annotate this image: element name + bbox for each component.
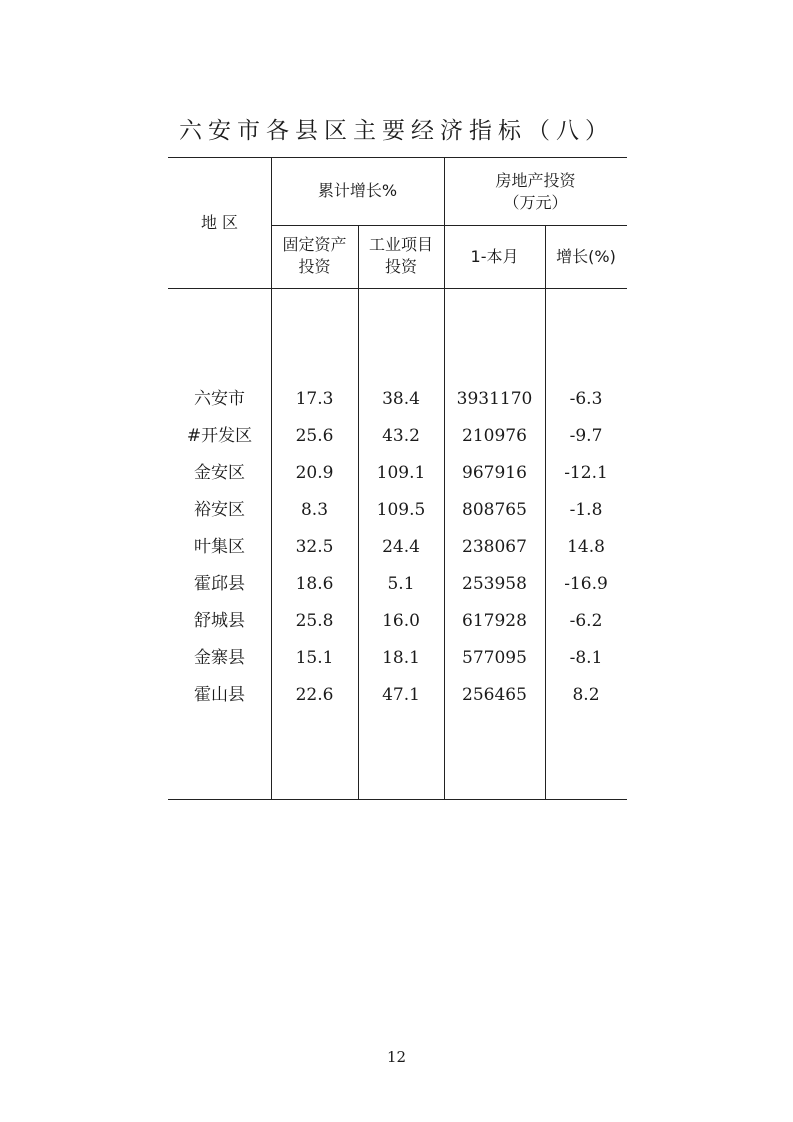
header-region: 地 区	[200, 213, 239, 232]
region-name: 霍邱县	[194, 574, 245, 594]
real-estate-growth: 8.2	[572, 685, 600, 705]
real-estate-growth: -6.3	[569, 389, 603, 409]
fixed-asset-growth: 17.3	[295, 389, 334, 409]
header-real-estate-line1: 房地产投资	[495, 171, 576, 190]
fixed-asset-growth: 20.9	[295, 463, 334, 483]
industrial-growth: 38.4	[382, 389, 420, 409]
table-row	[168, 603, 627, 640]
real-estate-growth: -9.7	[569, 426, 603, 446]
real-estate-growth: -6.2	[569, 611, 603, 631]
real-estate-investment: 238067	[462, 537, 527, 557]
real-estate-investment: 808765	[462, 500, 527, 520]
industrial-growth: 43.2	[382, 426, 420, 446]
industrial-growth: 47.1	[382, 685, 420, 705]
industrial-growth: 109.1	[376, 463, 426, 483]
header-fixed-asset-line1: 固定资产	[282, 235, 347, 254]
header-growth-percent: 增长(%)	[556, 247, 616, 266]
industrial-growth: 18.1	[382, 648, 420, 668]
region-name: 裕安区	[194, 500, 245, 520]
real-estate-investment: 577095	[462, 648, 527, 668]
fixed-asset-growth: 25.6	[295, 426, 334, 446]
fixed-asset-growth: 8.3	[300, 500, 329, 520]
fixed-asset-growth: 32.5	[295, 537, 334, 557]
header-industrial-project	[358, 234, 444, 278]
real-estate-investment: 3931170	[456, 389, 533, 409]
fixed-asset-growth: 22.6	[295, 685, 334, 705]
industrial-growth: 5.1	[387, 574, 415, 594]
fixed-asset-growth: 18.6	[295, 574, 334, 594]
industrial-growth: 24.4	[382, 537, 420, 557]
region-name: 金安区	[194, 463, 245, 483]
fixed-asset-growth: 25.8	[295, 611, 334, 631]
header-year-to-date: 1-本月	[470, 247, 519, 266]
header-real-estate-line2: （万元）	[503, 193, 568, 212]
region-name: #开发区	[186, 426, 253, 446]
header-real-estate	[444, 170, 627, 214]
region-name: 叶集区	[194, 537, 245, 557]
table-row	[168, 492, 627, 529]
real-estate-investment: 256465	[462, 685, 527, 705]
table-row	[168, 381, 627, 418]
real-estate-investment: 967916	[462, 463, 527, 483]
page-number: 12	[386, 1048, 407, 1066]
table-row	[168, 455, 627, 492]
region-name: 金寨县	[194, 648, 245, 668]
region-name: 霍山县	[194, 685, 245, 705]
header-fixed-asset-line2: 投资	[298, 257, 331, 276]
table-row	[168, 640, 627, 677]
real-estate-growth: -1.8	[569, 500, 603, 520]
real-estate-investment: 617928	[462, 611, 527, 631]
table-row	[168, 677, 627, 714]
real-estate-investment: 210976	[462, 426, 527, 446]
table-row	[168, 566, 627, 603]
header-bottom-rule	[168, 288, 627, 289]
fixed-asset-growth: 15.1	[295, 648, 334, 668]
industrial-growth: 109.5	[376, 500, 426, 520]
real-estate-investment: 253958	[462, 574, 527, 594]
header-industrial-line1: 工业项目	[368, 235, 433, 254]
header-mid-rule	[271, 225, 627, 226]
header-fixed-asset	[271, 234, 358, 278]
header-industrial-line2: 投资	[384, 257, 417, 276]
table-top-rule	[168, 157, 627, 158]
table-bottom-rule	[168, 799, 627, 800]
real-estate-growth: 14.8	[567, 537, 605, 557]
table-row	[168, 418, 627, 455]
region-name: 六安市	[194, 389, 245, 409]
real-estate-growth: -8.1	[569, 648, 603, 668]
header-cumulative-growth: 累计增长%	[317, 181, 398, 200]
region-name: 舒城县	[194, 611, 245, 631]
real-estate-growth: -12.1	[564, 463, 608, 483]
real-estate-growth: -16.9	[564, 574, 608, 594]
table-row	[168, 529, 627, 566]
page-title: 六安市各县区主要经济指标（八）	[179, 118, 614, 144]
industrial-growth: 16.0	[382, 611, 420, 631]
